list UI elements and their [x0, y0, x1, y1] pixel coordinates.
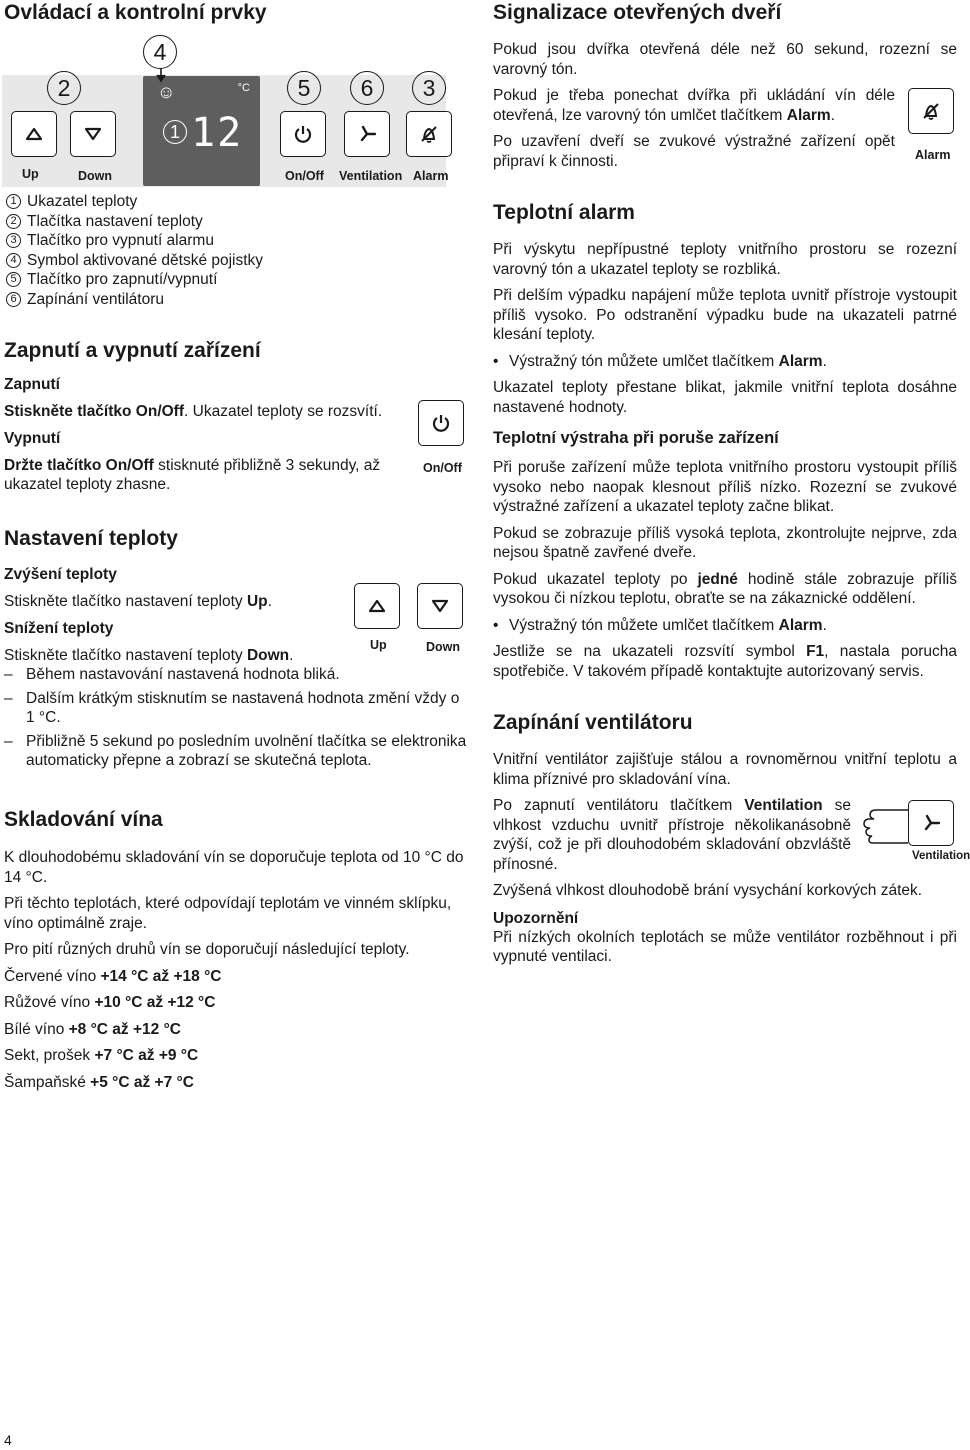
- alarm-button[interactable]: [406, 111, 452, 157]
- bullet-item: • Výstražný tón můžete umlčet tlačítkem Alarm.: [493, 352, 827, 370]
- display-unit: °C: [237, 82, 250, 94]
- temperature-display: [143, 76, 260, 186]
- callout-6: 6: [350, 71, 384, 105]
- ventilation-label: Ventilation: [339, 169, 403, 183]
- fan-heading: Zapínání ventilátoru: [493, 711, 693, 734]
- wine-item: Bílé víno +8 °C až +12 °C: [4, 1020, 181, 1038]
- door-p3: Po uzavření dveří se zvukové výstražné zařízení opět připraví k činnosti.: [493, 133, 895, 170]
- legend-item: 1 Ukazatel teploty: [6, 192, 263, 212]
- temp-inc-heading: Zvýšení teploty: [4, 566, 117, 583]
- down-button-illustration: [417, 583, 463, 629]
- callout-2: 2: [47, 71, 81, 105]
- onoff-illustration-label: On/Off: [423, 461, 462, 475]
- fan-p1: Vnitřní ventilátor zajišťuje stálou a rovnoměrnou vnitřní teplotu a klima příznivé pro skladování vína.: [493, 751, 957, 788]
- legend-list: [6, 192, 263, 309]
- down-illustration-label: Down: [426, 640, 461, 654]
- door-p1: Pokud jsou dvířka otevřená déle než 60 sekund, rozezní se varovný tón.: [493, 41, 957, 78]
- wine-p3: Pro pití různých druhů vín se doporučují následující teploty.: [4, 941, 410, 958]
- door-p2: Pokud je třeba ponechat dvířka při ukládání vín déle otevřená, lze varovný tón umlčet tlačítkem Alarm.: [493, 87, 895, 124]
- callout-4-arrow-icon: [157, 68, 165, 82]
- wine-p1: K dlouhodobému skladování vín se doporučuje teplota od 10 °C do 14 °C.: [4, 849, 464, 886]
- wine-item: Růžové víno +10 °C až +12 °C: [4, 994, 216, 1011]
- note-text: Při nízkých okolních teplotách se může ventilátor rozběhnout i při vypnuté ventilaci.: [493, 928, 957, 965]
- callout-4: 4: [143, 35, 177, 69]
- temp-dec-text: Stiskněte tlačítko nastavení teploty Down.: [4, 646, 294, 664]
- door-section: [493, 40, 957, 171]
- power-on-text: Stiskněte tlačítko On/Off. Ukazatel teploty se rozsvítí.: [4, 403, 383, 420]
- fan-p3: Zvýšená vlhkost dlouhodobě brání vysychání korkových zátek.: [493, 882, 923, 899]
- wine-heading: Skladování vína: [4, 808, 163, 831]
- power-on-heading: Zapnutí: [4, 376, 60, 393]
- wine-item: Šampaňské +5 °C až +7 °C: [4, 1073, 194, 1091]
- power-section: [4, 376, 414, 495]
- ventilation-illustration-label: Ventilation: [912, 850, 970, 862]
- fault-p4: Jestliže se na ukazateli rozsvítí symbol F1, nastala porucha spotřebiče. V takovém případě kontaktujte autorizovaný servis.: [493, 643, 957, 680]
- fan-icon: [921, 813, 941, 833]
- down-label: Down: [78, 169, 113, 183]
- ventilation-button-illustration: [908, 800, 954, 846]
- fault-p2: Pokud se zobrazuje příliš vysoká teplota, zkontrolujte nejprve, zda nejsou špatně zavřené dveře.: [493, 524, 957, 561]
- temp-heading: Nastavení teploty: [4, 527, 178, 550]
- wine-p2: Při těchto teplotách, které odpovídají teplotám ve vinném sklípku, víno optimálně zraje.: [4, 895, 452, 932]
- temp-alarm-p2: Při delším výpadku napájení může teplota uvnitř přístroje vystoupit příliš vysoko. Po odstranění výpadku bude na ukazateli patrné klesání teploty.: [493, 287, 957, 343]
- door-heading: Signalizace otevřených dveří: [493, 1, 782, 24]
- legend-item: 5 Tlačítko pro zapnutí/vypnutí: [6, 270, 263, 290]
- ventilation-button[interactable]: [344, 111, 390, 157]
- temp-alarm-p3: Ukazatel teploty přestane blikat, jakmile vnitřní teplota dosáhne nastavené hodnoty.: [493, 379, 957, 416]
- power-off-heading: Vypnutí: [4, 429, 61, 447]
- dash-item: – Přibližně 5 sekund po posledním uvolnění tlačítka se elektronika automaticky přepne a zobrazí se skutečná teplota.: [4, 732, 467, 769]
- page-title: Ovládací a kontrolní prvky: [4, 1, 267, 24]
- up-arrow-icon: [25, 127, 43, 141]
- callout-3: 3: [412, 71, 446, 105]
- page-number: 4: [4, 1432, 12, 1448]
- onoff-button[interactable]: [280, 111, 326, 157]
- legend-item: 2 Tlačítka nastavení teploty: [6, 212, 263, 232]
- power-off-text: Držte tlačítko On/Off stisknuté přibližně 3 sekundy, až ukazatel teploty zhasne.: [4, 456, 381, 493]
- alarm-off-icon: [419, 124, 439, 144]
- callout-5: 5: [287, 71, 321, 105]
- wine-section: [4, 848, 468, 1092]
- legend-item: 3 Tlačítko pro vypnutí alarmu: [6, 231, 263, 251]
- alarm-button-illustration: [908, 88, 954, 134]
- power-icon: [293, 124, 313, 144]
- temp-dec-heading: Snížení teploty: [4, 619, 114, 637]
- down-arrow-icon: [84, 127, 102, 141]
- power-heading: Zapnutí a vypnutí zařízení: [4, 339, 261, 362]
- fault-p3: Pokud ukazatel teploty po jedné hodině stále zobrazuje příliš vysokou či nízkou teplotu, obraťte se na zákaznické oddělení.: [493, 570, 957, 607]
- up-arrow-icon: [368, 599, 386, 613]
- legend-item: 6 Zapínání ventilátoru: [6, 290, 263, 310]
- dash-item: – Dalším krátkým stisknutím se nastavená hodnota změní vždy o 1 °C.: [4, 689, 460, 726]
- temp-inc-text: Stiskněte tlačítko nastavení teploty Up.: [4, 593, 272, 610]
- fault-section: [493, 458, 957, 681]
- up-illustration-label: Up: [370, 638, 387, 652]
- up-label: Up: [22, 167, 39, 181]
- alarm-illustration-label: Alarm: [915, 148, 951, 162]
- down-button[interactable]: [70, 111, 116, 157]
- fault-heading: Teplotní výstraha při poruše zařízení: [493, 429, 779, 447]
- hand-pointer-icon: [862, 796, 910, 846]
- dash-item: – Během nastavování nastavená hodnota bliká.: [4, 666, 340, 683]
- bullet-item: • Výstražný tón můžete umlčet tlačítkem Alarm.: [493, 616, 827, 634]
- alarm-label: Alarm: [413, 169, 449, 183]
- up-button[interactable]: [11, 111, 57, 157]
- legend-item: 4 Symbol aktivované dětské pojistky: [6, 251, 263, 271]
- fault-p1: Při poruše zařízení může teplota vnitřního prostoru vystoupit příliš vysoko nebo naopak klesnout příliš nízko. Rozezní se zvukové výstražné zařízení a ukazatel teploty začne blikat.: [493, 459, 957, 515]
- fan-p2: Po zapnutí ventilátoru tlačítkem Ventilation se vlhkost vzduchu uvnitř přístroje několikanásobně zvýší, což je při dlouhodobém skladování obzvláště přínosné.: [493, 797, 851, 873]
- down-arrow-icon: [431, 599, 449, 613]
- display-callout-1: 1: [163, 120, 187, 144]
- temp-alarm-section: [493, 240, 957, 417]
- wine-item: Sekt, prošek +7 °C až +9 °C: [4, 1047, 199, 1064]
- temp-alarm-heading: Teplotní alarm: [493, 201, 635, 224]
- alarm-off-icon: [921, 101, 941, 121]
- onoff-button-illustration: [418, 400, 464, 446]
- fan-section: [493, 750, 957, 967]
- onoff-label: On/Off: [285, 169, 324, 183]
- temp-alarm-p1: Při výskytu nepřípustné teploty vnitřního prostoru se rozezní varovný tón a ukazatel teploty se rozbliká.: [493, 241, 957, 278]
- power-icon: [431, 413, 451, 433]
- display-value: 12: [191, 110, 244, 156]
- up-button-illustration: [354, 583, 400, 629]
- note-heading: Upozornění: [493, 909, 579, 927]
- wine-item: Červené víno +14 °C až +18 °C: [4, 967, 222, 985]
- child-lock-icon: ☺: [157, 82, 176, 102]
- fan-icon: [357, 124, 377, 144]
